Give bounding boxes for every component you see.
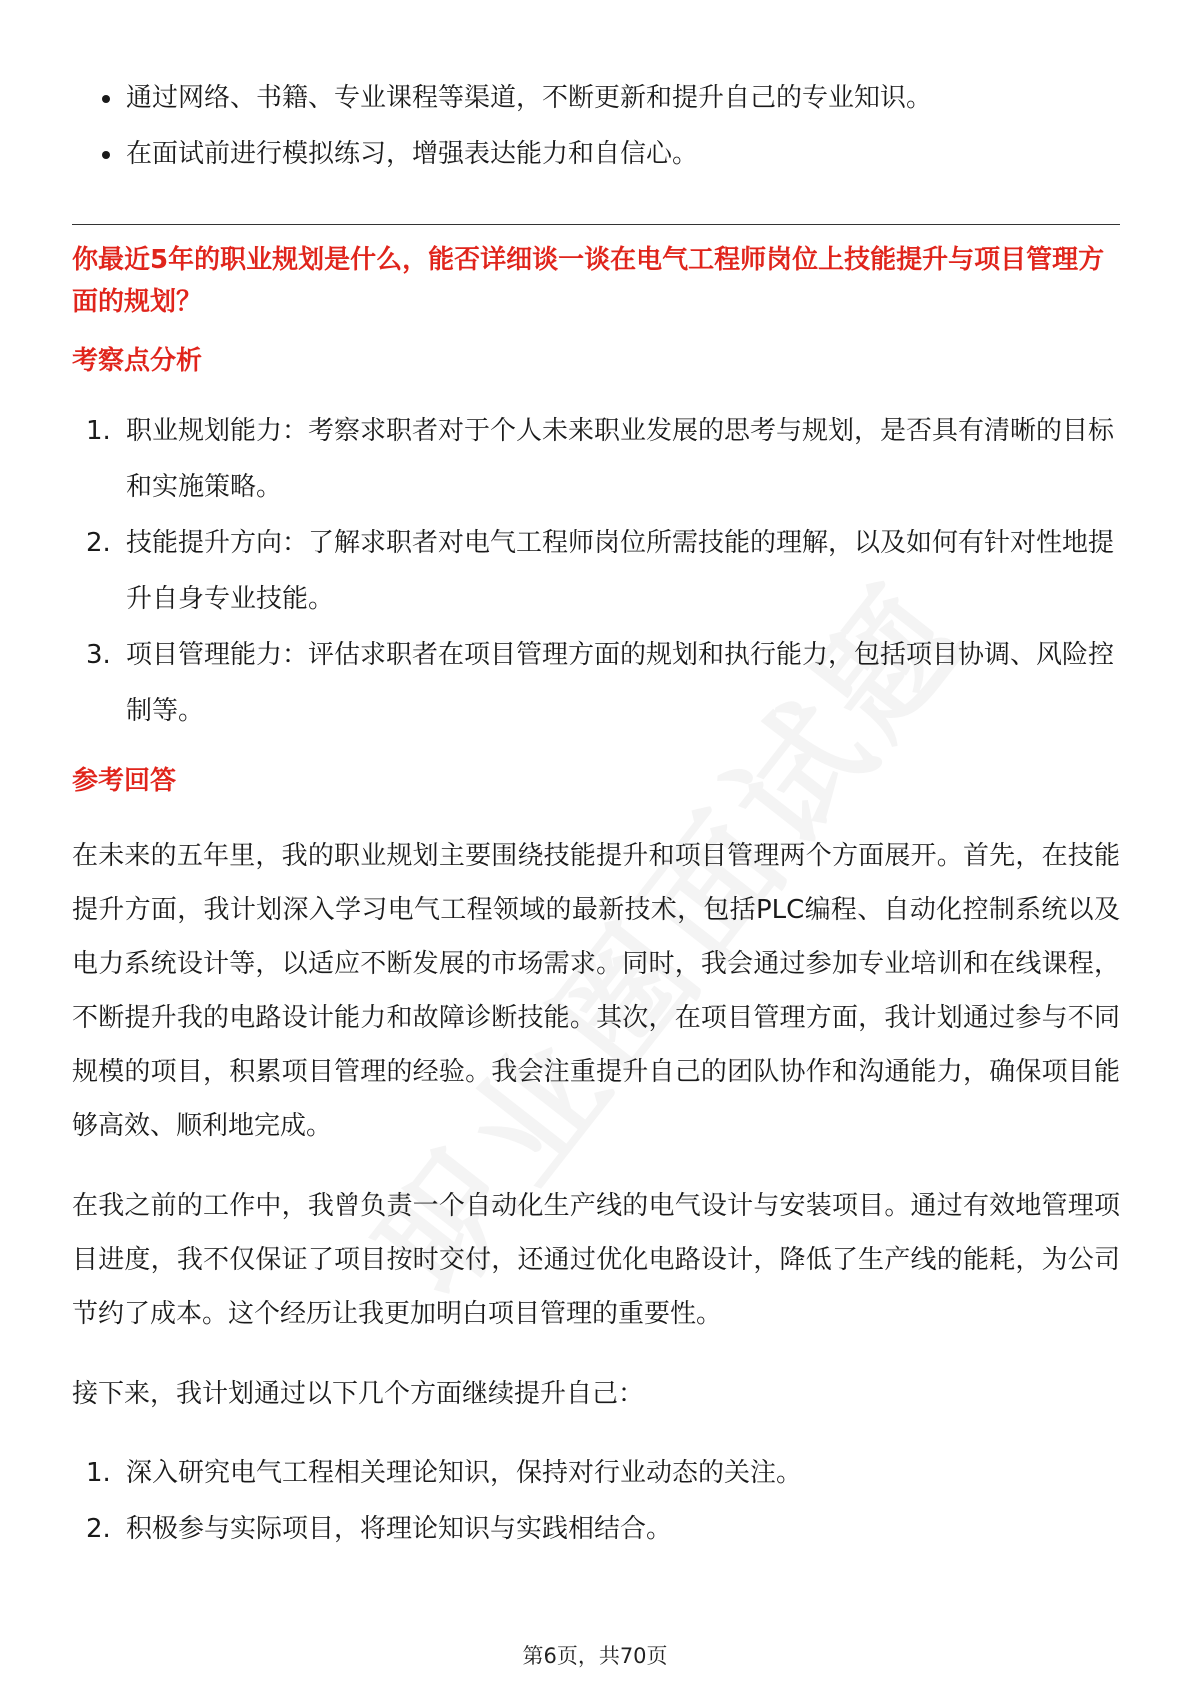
answer-paragraph: 在未来的五年里，我的职业规划主要围绕技能提升和项目管理两个方面展开。首先，在技能提升方面，我计划深入学习电气工程领域的最新技术，包括PLC编程、自动化控制系统以及电力系统设计等，以适应不断发展的市场需求。同时，我会通过参加专业培训和在线课程，不断提升我的电路设计能力和故障诊断技能。其次，在项目管理方面，我计划通过参与不同规模的项目，积累项目管理的经验。我会注重提升自己的团队协作和沟通能力，确保项目能够高效、顺利地完成。 (72, 841, 1120, 1141)
top-bullet-list (72, 70, 1120, 182)
list-item (72, 1445, 1120, 1501)
content (72, 70, 1120, 1557)
analysis-title: 考察点分析 (72, 346, 203, 376)
plan-list (72, 1445, 1120, 1557)
list-number: 1. (86, 1458, 111, 1488)
list-item (72, 627, 1120, 739)
list-text: 深入研究电气工程相关理论知识，保持对行业动态的关注。 (126, 1458, 803, 1488)
page-footer: 第6页，共70页 (522, 1644, 668, 1668)
list-item (72, 403, 1120, 515)
answer-title: 参考回答 (72, 766, 177, 796)
list-item: 在面试前进行模拟练习，增强表达能力和自信心。 (72, 126, 1120, 182)
list-text: 项目管理能力：评估求职者在项目管理方面的规划和执行能力，包括项目协调、风险控制等。 (126, 640, 1115, 726)
list-item: 通过网络、书籍、专业课程等渠道，不断更新和提升自己的专业知识。 (72, 70, 1120, 126)
list-text: 积极参与实际项目，将理论知识与实践相结合。 (126, 1514, 673, 1544)
list-number: 1. (86, 416, 111, 446)
list-text: 职业规划能力：考察求职者对于个人未来职业发展的思考与规划，是否具有清晰的目标和实施策略。 (126, 416, 1115, 502)
list-number: 2. (86, 528, 111, 558)
analysis-list (72, 403, 1120, 739)
list-item (72, 515, 1120, 627)
list-item (72, 1501, 1120, 1557)
section-divider (72, 224, 1120, 225)
list-text: 技能提升方向：了解求职者对电气工程师岗位所需技能的理解，以及如何有针对性地提升自身专业技能。 (126, 528, 1115, 614)
question-heading: 你最近5年的职业规划是什么，能否详细谈一谈在电气工程师岗位上技能提升与项目管理方面的规划？ (72, 245, 1105, 317)
list-number: 3. (86, 640, 111, 670)
list-number: 2. (86, 1514, 111, 1544)
answer-paragraph: 接下来，我计划通过以下几个方面继续提升自己： (72, 1379, 645, 1409)
answer-paragraph: 在我之前的工作中，我曾负责一个自动化生产线的电气设计与安装项目。通过有效地管理项目进度，我不仅保证了项目按时交付，还通过优化电路设计，降低了生产线的能耗，为公司节约了成本。这个经历让我更加明白项目管理的重要性。 (72, 1191, 1120, 1329)
